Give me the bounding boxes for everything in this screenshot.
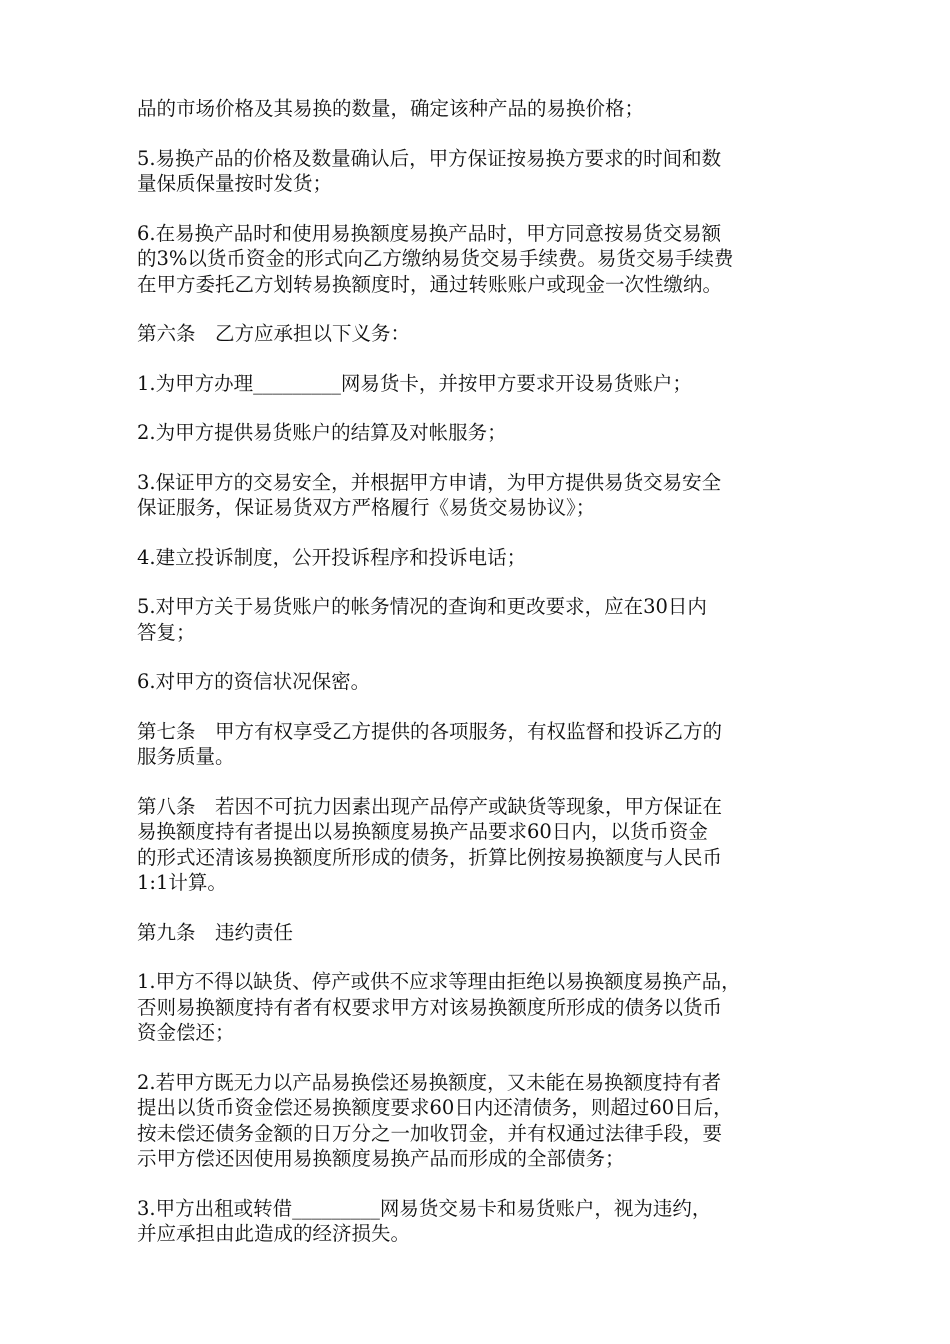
text-line: 答复；	[137, 620, 196, 644]
paragraph	[137, 1196, 817, 1247]
text-line: 资金偿还；	[137, 1021, 235, 1044]
text-line: 3.保证甲方的交易安全，并根据甲方申请，为甲方提供易货交易安全	[137, 470, 722, 494]
text-line: 第七条 甲方有权享受乙方提供的各项服务，有权监督和投诉乙方的	[137, 719, 723, 743]
text-line: 6.在易换产品时和使用易换额度易换产品时，甲方同意按易货交易额	[137, 221, 722, 245]
text-line: 的3%以货币资金的形式向乙方缴纳易货交易手续费。易货交易手续费	[137, 247, 734, 270]
text-line: 第九条 违约责任	[137, 920, 294, 944]
paragraph	[137, 669, 817, 695]
paragraph	[137, 1070, 817, 1172]
text-line: 按未偿还债务金额的日万分之一加收罚金，并有权通过法律手段，要	[137, 1121, 723, 1145]
text-line: 第八条 若因不可抗力因素出现产品停产或缺货等现象，甲方保证在	[137, 794, 723, 818]
text-line: 量保质保量按时发货；	[137, 172, 333, 195]
text-line: 的形式还清该易换额度所形成的债务，折算比例按易换额度与人民币	[137, 845, 723, 869]
paragraph	[137, 420, 817, 446]
text-line: 易换额度持有者提出以易换额度易换产品要求60日内，以货币资金	[137, 820, 708, 843]
text-line: 4.建立投诉制度，公开投诉程序和投诉电话；	[137, 545, 527, 569]
paragraph	[137, 920, 817, 946]
text-line: 保证服务，保证易货双方严格履行《易货交易协议》；	[137, 496, 596, 519]
text-line: 1:1计算。	[137, 871, 227, 894]
paragraph	[137, 969, 817, 1046]
paragraph	[137, 221, 817, 298]
paragraph	[137, 371, 817, 397]
paragraph	[137, 719, 817, 770]
paragraph	[137, 545, 817, 571]
text-line: 2.为甲方提供易货账户的结算及对帐服务；	[137, 421, 507, 444]
text-line: 品的市场价格及其易换的数量，确定该种产品的易换价格；	[137, 97, 645, 120]
text-line: 示甲方偿还因使用易换额度易换产品而形成的全部债务；	[137, 1147, 625, 1170]
text-line: 3.甲方出租或转借_________网易货交易卡和易货账户，视为违约，	[137, 1196, 712, 1220]
text-line: 提出以货币资金偿还易换额度要求60日内还清债务，则超过60日后，	[137, 1096, 733, 1119]
text-line: 1.甲方不得以缺货、停产或供不应求等理由拒绝以易换额度易换产品，	[137, 970, 741, 993]
paragraph	[137, 146, 817, 197]
paragraph	[137, 594, 817, 645]
text-line: 2.若甲方既无力以产品易换偿还易换额度，又未能在易换额度持有者	[137, 1070, 722, 1094]
text-line: 服务质量。	[137, 745, 235, 768]
text-line: 5.对甲方关于易货账户的帐务情况的查询和更改要求，应在30日内	[137, 595, 707, 618]
text-line: 5.易换产品的价格及数量确认后，甲方保证按易换方要求的时间和数	[137, 146, 722, 170]
paragraph	[137, 470, 817, 521]
text-line: 6.对甲方的资信状况保密。	[137, 670, 371, 693]
paragraph	[137, 96, 817, 122]
text-line: 在甲方委托乙方划转易换额度时，通过转账账户或现金一次性缴纳。	[137, 272, 723, 296]
text-line: 第六条 乙方应承担以下义务：	[137, 322, 411, 345]
document-page	[137, 96, 817, 1271]
text-line: 并应承担由此造成的经济损失。	[137, 1222, 411, 1245]
text-line: 否则易换额度持有者有权要求甲方对该易换额度所形成的债务以货币	[137, 995, 723, 1019]
paragraph	[137, 794, 817, 896]
text-line: 1.为甲方办理_________网易货卡，并按甲方要求开设易货账户；	[137, 371, 692, 395]
paragraph	[137, 321, 817, 347]
